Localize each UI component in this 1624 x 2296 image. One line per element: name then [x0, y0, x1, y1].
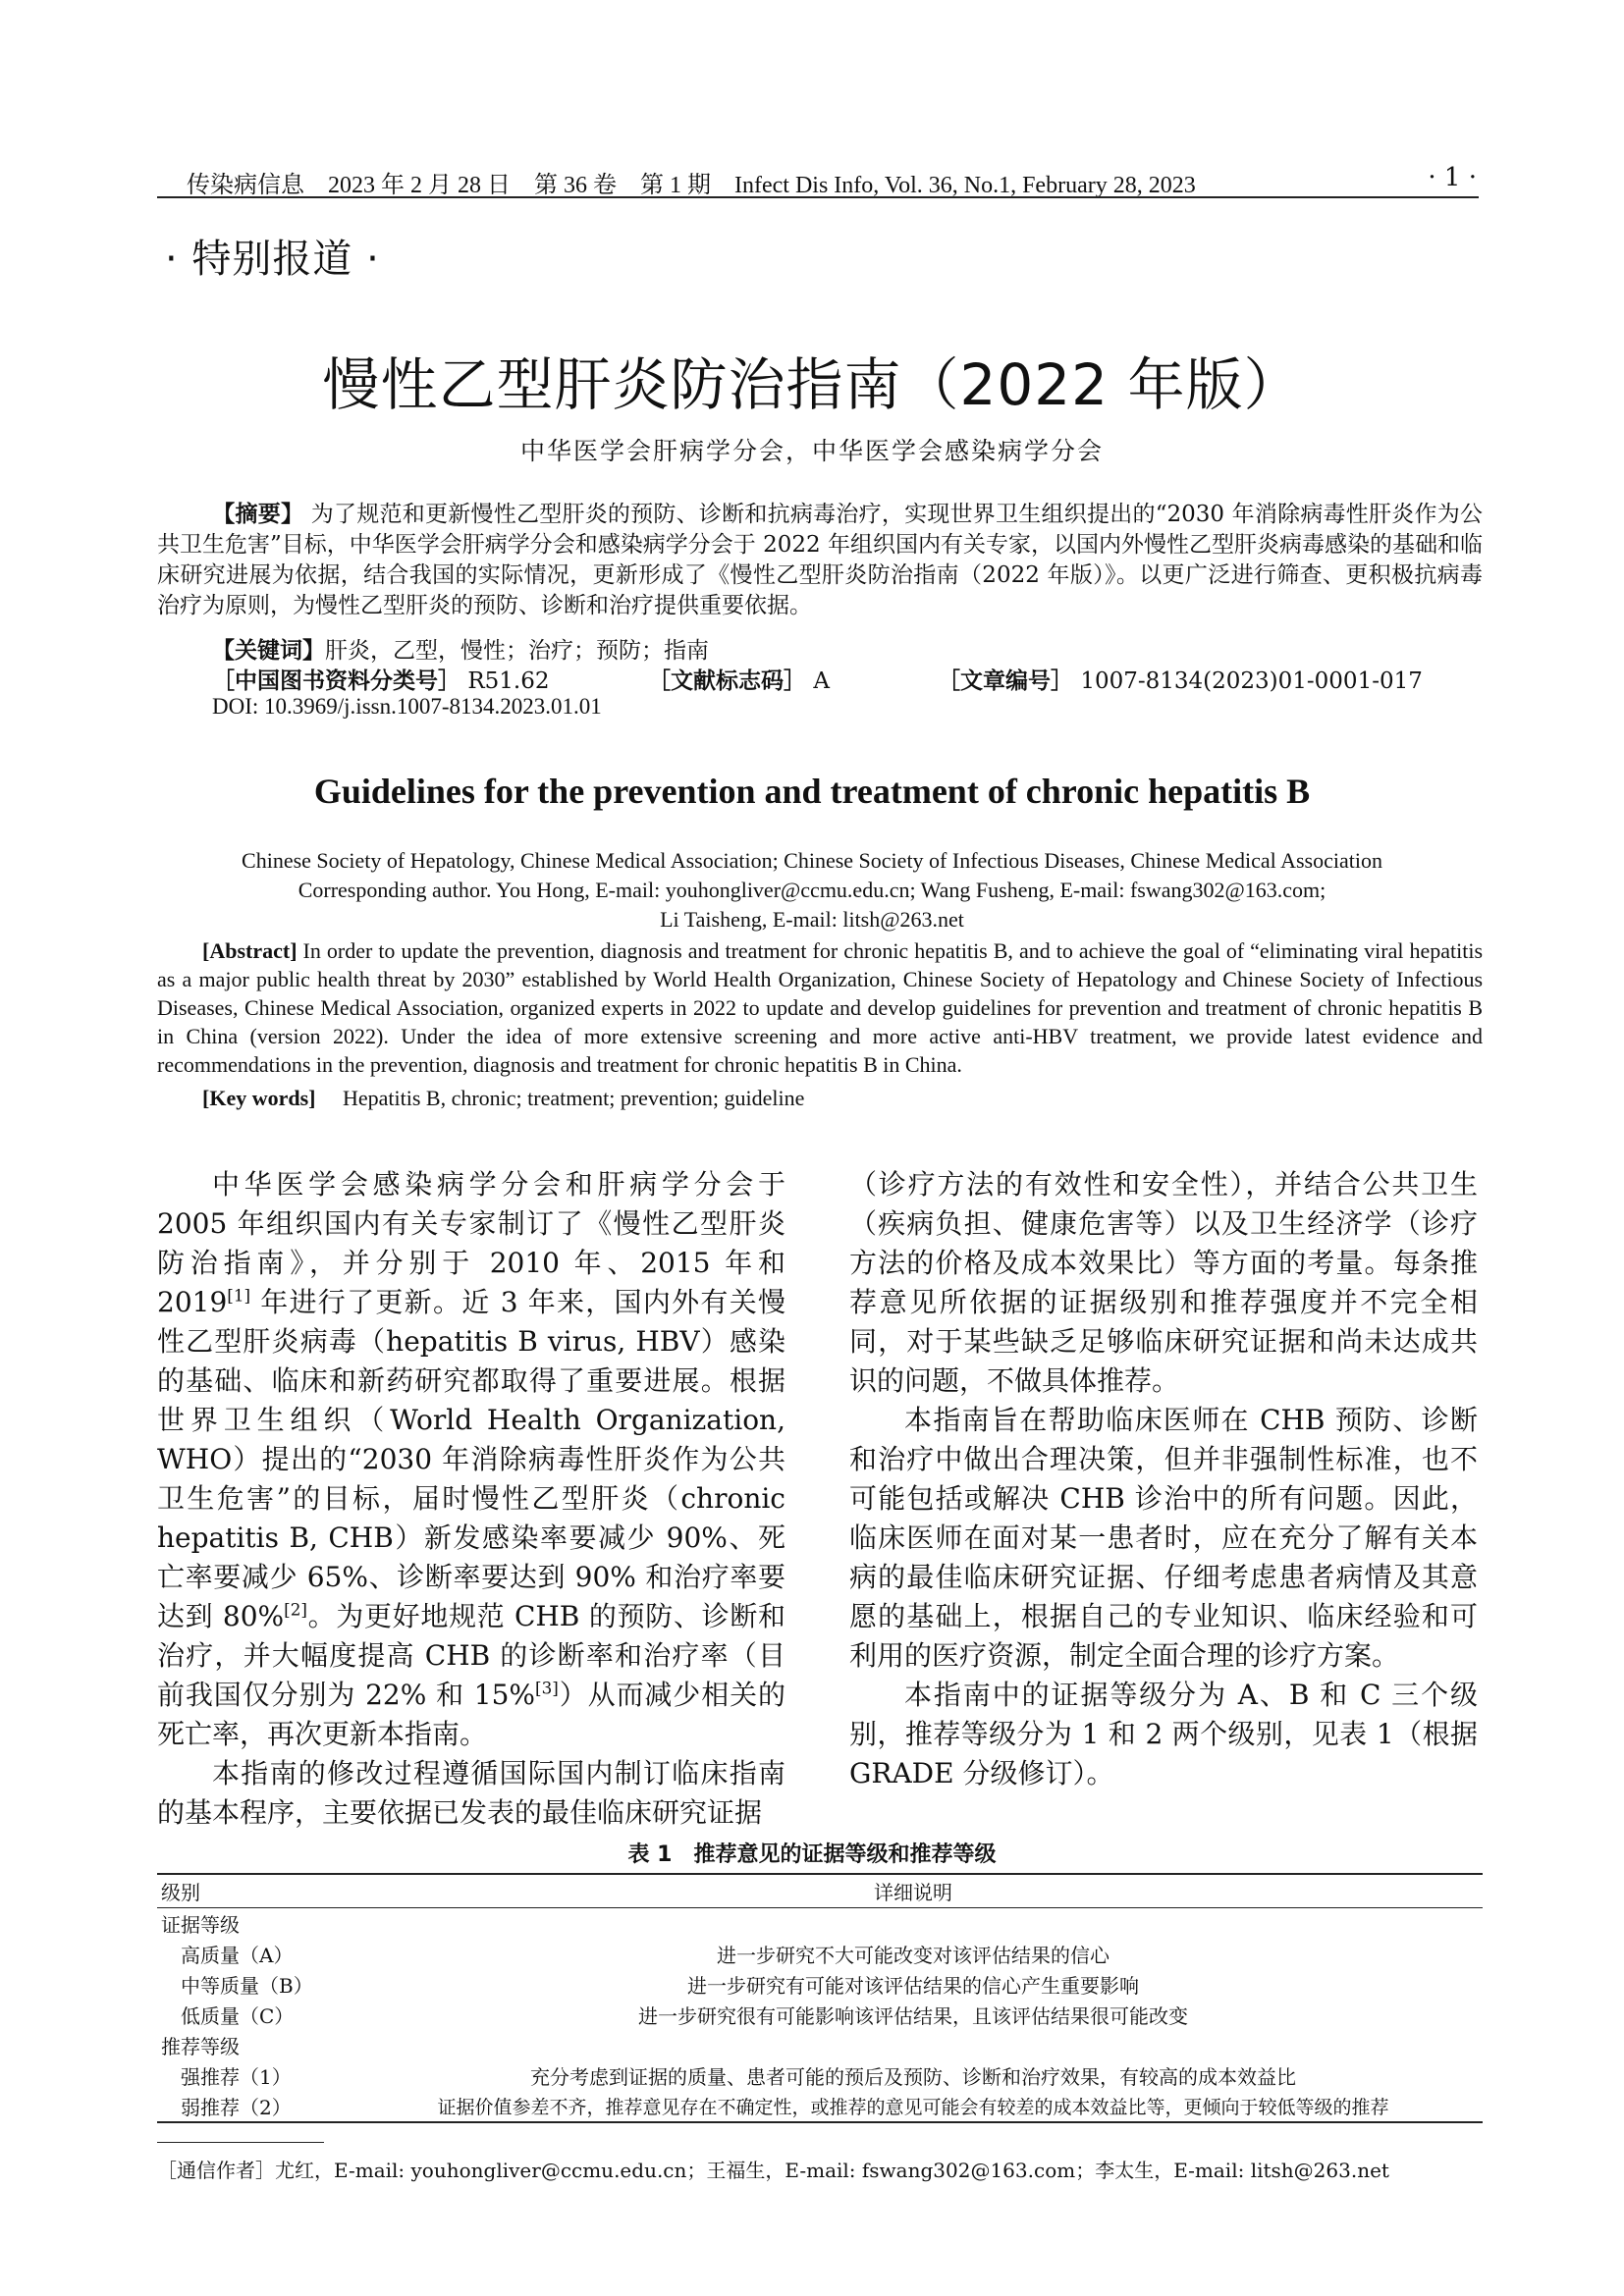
table-cell-detail: 进一步研究不大可能改变对该评估结果的信心 — [717, 1944, 1110, 1967]
body-text: 。为更好地规范 CHB 的预防、诊断和治疗，并大幅度提高 CHB 的诊断率和治疗率（目前我国仅分别为 22% 和 15% — [157, 1600, 785, 1711]
abstract-cn-text: 为了规范和更新慢性乙型肝炎的预防、诊断和抗病毒治疗，实现世界卫生组织提出的“2030 年消除病毒性肝炎作为公共卫生危害”目标，中华医学会肝病学分会和感染病学分会于 2022 年组织国内有关专家，以国内外慢性乙型肝炎病毒感染的基础和临床研究进展为依据，结合我国的实际情况，更新形成了《慢性乙型肝炎防治指南（2022 年版）》。以更广泛进行筛查、更积极抗病毒治疗为原则，为慢性乙型肝炎的预防、诊断和治疗提供重要依据。 — [157, 502, 1484, 618]
footnote: ［通信作者］尤红，E-mail: youhongliver@ccmu.edu.cn；王福生，E-mail: fswang302@163.com；李太生，E-mail: litsh@263.net — [157, 2159, 1389, 2182]
table-cell-detail: 证据价值参差不齐，推荐意见存在不确定性，或推荐的意见可能会有较差的成本效益比等，更倾向于较低等级的推荐 — [344, 2091, 1483, 2122]
doi: DOI: 10.3969/j.issn.1007-8134.2023.01.01 — [212, 694, 602, 719]
classification-code — [212, 663, 549, 695]
table-cell-detail: 进一步研究有可能对该评估结果的信心产生重要影响 — [687, 1974, 1139, 1998]
keywords-en-text: Hepatitis B, chronic; treatment; prevention; guideline — [342, 1086, 805, 1110]
title-cn: 慢性乙型肝炎防治指南（2022 年版） — [322, 351, 1302, 418]
authors-cn: 中华医学会肝病学分会，中华医学会感染病学分会 — [519, 437, 1104, 465]
keywords-cn — [212, 632, 709, 665]
corresponding-en-2: Li Taisheng, E-mail: litsh@263.net — [660, 907, 964, 932]
table-row — [157, 2000, 1483, 2030]
table-cell-level: 中等质量（B） — [181, 1974, 313, 1998]
clc-label: ［中国图书资料分类号］ — [212, 668, 460, 694]
table-1-title: 表 1 推荐意见的证据等级和推荐等级 — [627, 1842, 997, 1867]
table-row — [157, 1969, 1483, 2000]
running-header: 传染病信息 2023 年 2 月 28 日 第 36 卷 第 1 期 Infect Dis Info, Vol. 36, No.1, February 28, 2023 — [187, 173, 1196, 198]
page-number: · 1 · — [1428, 163, 1477, 192]
abstract-cn-label: 【摘要】 — [212, 502, 304, 527]
abstract-en — [157, 936, 1483, 1079]
table-row — [157, 2030, 1483, 2060]
table-group-label: 证据等级 — [161, 1913, 240, 1937]
table-cell-detail: 进一步研究很有可能影响该评估结果，且该评估结果很可能改变 — [638, 2004, 1188, 2028]
body-paragraph-1 — [157, 1165, 785, 1754]
table-cell-level: 高质量（A） — [181, 1944, 294, 1967]
table-cell-level: 强推荐（1） — [181, 2065, 292, 2089]
article-label: ［文章编号］ — [938, 668, 1073, 694]
authors-en: Chinese Society of Hepatology, Chinese Medical Association; Chinese Society of Infectious Diseases, Chinese Medical Association — [242, 848, 1382, 873]
table-group-label: 推荐等级 — [161, 2035, 240, 2058]
body-paragraph-3: 本指南旨在帮助临床医师在 CHB 预防、诊断和治疗中做出合理决策，但并非强制性标准，也不可能包括或解决 CHB 诊治中的所有问题。因此，临床医师在面对某一患者时，应在充分了解有关本病的最佳临床研究证据、仔细考虑患者病情及其意愿的基础上，根据自己的专业知识、临床经验和可利用的医疗资源，制定全面合理的诊疗方案。 — [849, 1404, 1478, 1672]
keywords-en — [157, 1084, 1483, 1112]
citation-1: [1] — [227, 1285, 251, 1306]
table-row — [157, 1939, 1483, 1969]
corresponding-en-1: Corresponding author. You Hong, E-mail: youhongliver@ccmu.edu.cn; Wang Fusheng, E-mail: fswang302@163.com; — [298, 878, 1326, 902]
body-column-left — [157, 1165, 785, 1833]
clc-value: R51.62 — [467, 668, 550, 694]
table-row — [157, 2091, 1483, 2122]
doc-label: ［文献标志码］ — [648, 668, 806, 694]
table-cell-level: 弱推荐（2） — [157, 2091, 344, 2122]
table-cell-detail: 充分考虑到证据的质量、患者可能的预后及预防、诊断和治疗效果，有较高的成本效益比 — [530, 2065, 1296, 2089]
body-text: 年进行了更新。近 3 年来，国内外有关慢性乙型肝炎病毒（hepatitis B virus, HBV）感染的基础、临床和新药研究都取得了重要进展。根据世界卫生组织（World Health Organization, WHO）提出的“2030 年消除病毒性肝炎作为公共卫生危害”的目标，届时慢性乙型肝炎（chronic hepatitis B, CHB）新发感染率要减少 90%、死亡率要减少 65%、诊断率要达到 90% 和治疗率要达到 80% — [157, 1286, 785, 1632]
table-header-level: 级别 — [157, 1874, 344, 1908]
body-text: ）从而减少相关的死亡率，再次更新本指南。 — [157, 1679, 785, 1750]
body-paragraph-2b: （诊疗方法的有效性和安全性），并结合公共卫生（疾病负担、健康危害等）以及卫生经济学（诊疗方法的价格及成本效果比）等方面的考量。每条推荐意见所依据的证据级别和推荐强度并不完全相同，对于某些缺乏足够临床研究证据和尚未达成共识的问题，不做具体推荐。 — [849, 1168, 1478, 1397]
footnote-rule — [157, 2142, 324, 2143]
table-cell-level: 低质量（C） — [181, 2004, 295, 2028]
column-tag: · 特别报道 · — [165, 237, 380, 282]
citation-2: [2] — [284, 1599, 307, 1620]
keywords-en-label: [Key words] — [202, 1086, 316, 1110]
body-paragraph-2a: 本指南的修改过程遵循国际国内制订临床指南的基本程序，主要依据已发表的最佳临床研究证据 — [157, 1757, 785, 1829]
citation-3: [3] — [535, 1678, 559, 1698]
body-column-right — [849, 1165, 1478, 1793]
table-row — [157, 1908, 1483, 1940]
title-en: Guidelines for the prevention and treatment of chronic hepatitis B — [313, 772, 1311, 811]
abstract-en-text: In order to update the prevention, diagnosis and treatment for chronic hepatitis B, and to achieve the goal of “eliminating viral hepatitis as a major public health threat by 2030” established by World Health Organization, Chinese Society of Hepatology and Chinese Society of Infectious Diseases, Chinese Medical Association, organized experts in 2022 to update and develop guidelines for prevention and treatment of chronic hepatitis B in China (version 2022). Under the idea of more extensive screening and more active anti-HBV treatment, we provide latest evidence and recommendations in the prevention, diagnosis and treatment for chronic hepatitis B in China. — [157, 938, 1484, 1077]
article-number — [938, 663, 1423, 695]
document-code — [648, 663, 830, 695]
header-rule — [157, 196, 1479, 198]
table-row — [157, 2060, 1483, 2091]
table-1 — [157, 1873, 1483, 2123]
table-header-detail: 详细说明 — [344, 1874, 1483, 1908]
body-text: 中华医学会感染病学分会和肝病学分会于 2005 年组织国内有关专家制订了《慢性乙型肝炎防治指南》，并分别于 2010 年、2015 年和 2019 — [157, 1168, 785, 1318]
abstract-cn — [157, 500, 1483, 621]
article-value: 1007-8134(2023)01-0001-017 — [1080, 668, 1423, 694]
doc-value: A — [813, 668, 830, 694]
abstract-en-label: [Abstract] — [202, 938, 298, 963]
body-paragraph-4: 本指南中的证据等级分为 A、B 和 C 三个级别，推荐等级分为 1 和 2 两个级别，见表 1（根据 GRADE 分级修订）。 — [849, 1679, 1478, 1789]
table-header-row — [157, 1874, 1483, 1908]
keywords-cn-text: 肝炎，乙型，慢性；治疗；预防；指南 — [325, 638, 709, 664]
keywords-cn-label: 【关键词】 — [212, 638, 325, 664]
